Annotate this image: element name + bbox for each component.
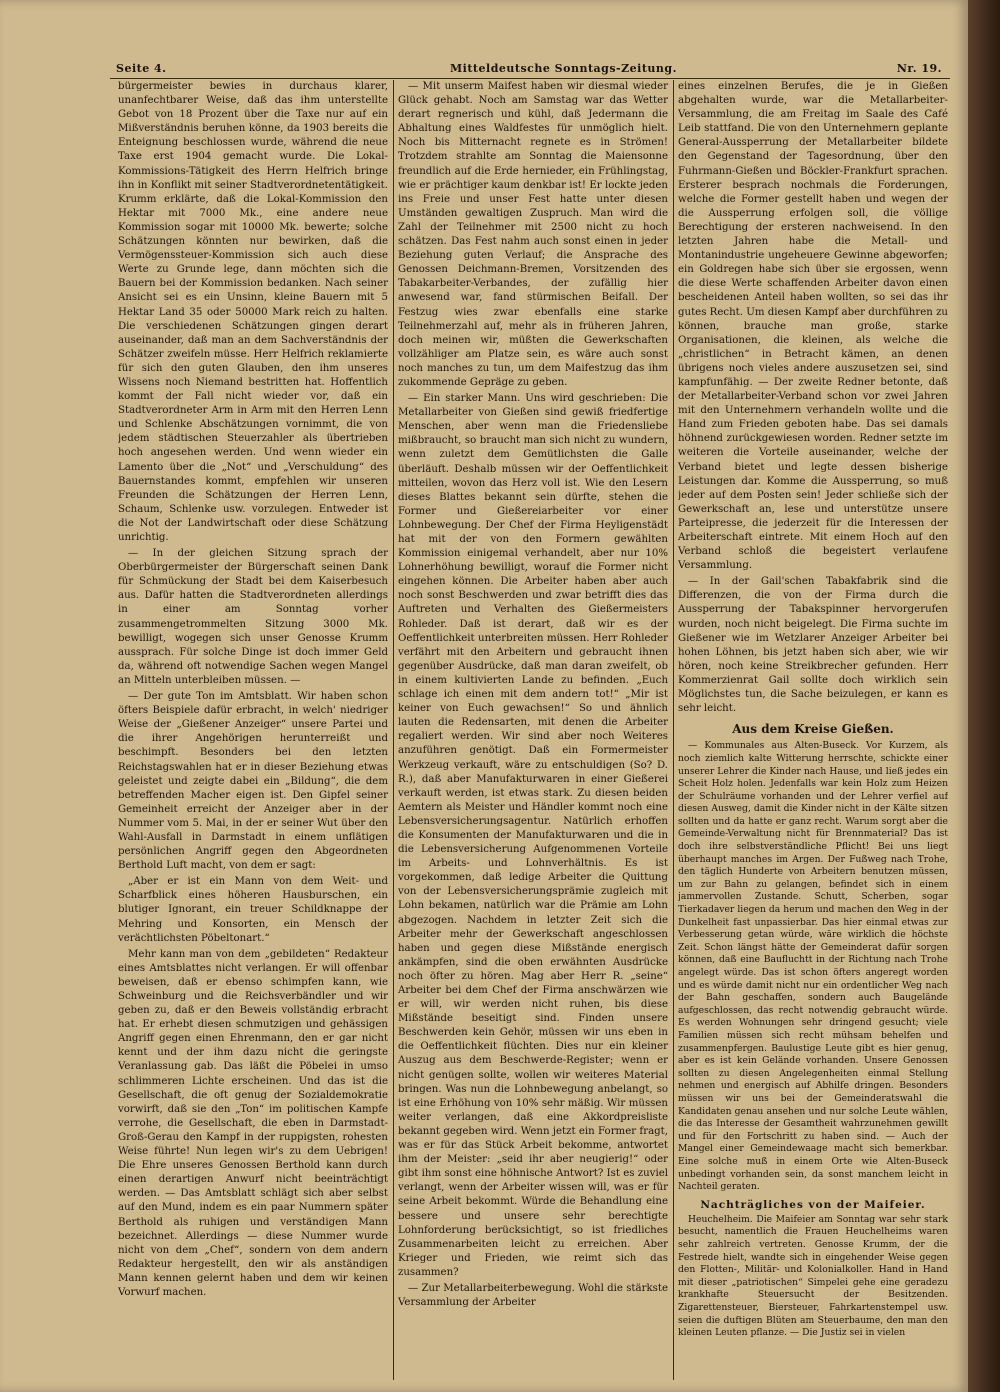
issue-number: Nr. 19. bbox=[896, 62, 942, 75]
article-paragraph: — In der Gail'schen Tabakfabrik sind die Differenzen, die von der Firma durch die Aussperrung der Tabakspinner hervorgerufen wurden, noch nicht beigelegt. Die Firma suchte im Gießener wie im Wetzlarer Anzeiger Arbeiter bei hohen Löhnen, bis jetzt haben sich aber, wie wir hören, noch keine Streikbrecher gefunden. Herr Kommerzienrat Gail sollte doch wirklich sein Möglichstes tun, die Sache beizulegen, er kann es sehr leicht. bbox=[678, 576, 948, 715]
article-paragraph: eines einzelnen Berufes, die je in Gießen abgehalten wurde, war die Metallarbeiter-Versammlung, die am Freitag im Saale des Café Leib stattfand. Die von den Unternehmern geplante General-Aussperrung der Metallarbeiter bildete den Gegenstand der Tagesordnung, über den Fuhrmann-Gießen und Böckler-Frankfurt sprachen. Ersterer besprach nochmals die Forderungen, welche die Former gestellt haben und wegen der die Aussperrung erfolgen soll, die völlige Berechtigung der ersteren nachweisend. In den letzten Jahren habe die Metall- und Montanindustrie ungeheuere Gewinne abgeworfen; ein Goldregen habe sich über sie ergossen, wenn die diese Werte schaffenden Arbeiter davon einen bescheidenen Anteil haben wollten, so sei das ihr gutes Recht. Um diesen Kampf aber durchführen zu können, brauche man große, starke Organisationen, die kleinen, als welche die „christlichen“ in Betracht kämen, an denen übrigens noch vieles andere auszusetzen sei, sind kampfunfähig. — Der zweite Redner betonte, daß der Metallarbeiter-Verband schon vor zwei Jahren mit den Unternehmern verhandeln wollte und die Hand zum Frieden geboten habe. Das sei damals höhnend zurückgewiesen worden. Redner setzte im weiteren die Vorteile auseinander, welche der Verband bietet und legte dessen bisherige Leistungen dar. Komme die Aussperrung, so muß jeder auf dem Posten sein! Jeder schließe sich der Gewerkschaft an, lese und unterstütze unsere Parteipresse, die jederzeit für die Interessen der Arbeiterschaft eintrete. Mit einem Hoch auf den Verband schloß die begeistert verlaufene Versammlung. bbox=[678, 81, 948, 572]
quoted-paragraph: „Aber er ist ein Mann von dem Weit- und Scharfblick eines höheren Hausburschen, ein blutiger Ignorant, ein treuer Schildknappe der Mehring und Konsorten, ein Mensch der verächtlichsten Pöbeltonart.“ bbox=[118, 876, 388, 944]
section-heading: Aus dem Kreise Gießen. bbox=[732, 722, 894, 737]
article-paragraph: — Mit unserm Maifest haben wir diesmal wieder Glück gehabt. Noch am Samstag war das Wetter derart regnerisch und kühl, daß Jedermann die Abhaltung eines Waldfestes für unmöglich hielt. Noch bis Mitternacht regnete es in Strömen! Trotzdem strahlte am Sonntag die Maiensonne freundlich auf die Erde hernieder, ein Frühlingstag, wie er prächtiger kaum denkbar ist! Er lockte jeden ins Freie und unser Fest hatte unter diesen Umständen gewaltigen Zuspruch. Man wird die Zahl der Teilnehmer mit 2500 nicht zu hoch schätzen. Das Fest nahm auch sonst einen in jeder Beziehung guten Verlauf; die Ansprache des Genossen Deichmann-Bremen, Vorsitzenden des Tabakarbeiter-Verbandes, der zufällig hier anwesend war, fand stürmischen Beifall. Der Festzug wies zwar ebenfalls eine starke Teilnehmerzahl auf, mehr als in früheren Jahren, doch meinen wir, müßten die Gewerkschaften vollzähliger am Platze sein, es wäre auch sonst noch manches zu tun, um dem Maifestzug das ihm zukommende Gepräge zu geben. bbox=[398, 81, 668, 388]
article-paragraph: — Kommunales aus Alten-Buseck. Vor Kurzem, als noch ziemlich kalte Witterung herrschte, schickte einer unserer Lehrer die Kinder nach Hause, und ließ jedes ein Scheit Holz holen. Jedenfalls war kein Holz zum Heizen der Schulräume vorhanden und der Lehrer verfiel auf diesen Ausweg, damit die Kinder nicht in der Kälte sitzen sollten und da hatte er ganz recht. Warum sorgt aber die Gemeinde-Verwaltung nicht für Brennmaterial? Das ist doch ihre selbstverständliche Pflicht! Bei uns liegt überhaupt manches im Argen. Der Fußweg nach Trohe, den täglich Hunderte von Arbeitern benutzen müssen, um zur Bahn zu gelangen, befindet sich in einem jammervollen Zustande. Schutt, Scherben, sogar Tierkadaver liegen da herum und machen den Weg in der Dunkelheit fast unpassierbar. Das hier einmal etwas zur Verbesserung getan würde, wäre wirklich die höchste Zeit. Schon längst hätte der Gemeinderat dafür sorgen können, daß eine Baufluchtt in der Richtung nach Trohe angelegt würde. Das ist schon öfters angeregt worden und es würde damit nicht nur ein ordentlicher Weg nach der Bahn geschaffen, sondern auch Baugelände aufgeschlossen, das recht notwendig gebraucht würde. Es werden Wohnungen sehr dringend gesucht; viele Familien müssen sich recht mühsam behelfen und zusammenpfergen. Baulustige Leute gibt es hier genug, aber es ist kein Gelände vorhanden. Unsere Genossen sollten zu diesen Angelegenheiten einmal Stellung nehmen und energisch auf Abhilfe dringen. Besonders müssen wir uns bei der Gemeinderatswahl die Kandidaten genau ansehen und nur solche Leute wählen, die das Interesse der Gesamtheit wahrzunehmen gewillt und für den Fortschritt zu haben sind. — Auch der Mangel einer Gemeindewaage macht sich bemerkbar. Eine solche muß in einem Orte wie Alten-Buseck unbedingt vorhanden sein, da sonst manchem leicht in Nachteil geraten. bbox=[678, 740, 948, 1193]
page-number: Seite 4. bbox=[116, 62, 167, 75]
article-paragraph: — In der gleichen Sitzung sprach der Oberbürgermeister der Bürgerschaft seinen Dank für Schmückung der Stadt bei dem Kaiserbesuch aus. Dafür hatten die Stadtverordneten allerdings in einer am Sonntag vorher zusammengetrommelten Sitzung 3000 Mk. bewilligt, wogegen sich unser Genosse Krumm aussprach. Für solche Dinge ist doch immer Geld da, während oft notwendige Sachen wegen Mangel an Mitteln unterbleiben müssen. — bbox=[118, 548, 388, 686]
article-paragraph: — Ein starker Mann. Uns wird geschrieben: Die Metallarbeiter von Gießen sind gewiß friedfertige Menschen, aber wenn man die Friedensliebe mißbraucht, so braucht man sich nicht zu wundern, wenn zuletzt dem Gemütlichsten die Galle überläuft. Deshalb müssen wir der Oeffentlichkeit mitteilen, wovon das Herz voll ist. Wie den Lesern dieses Blattes bekannt sein dürfte, stehen die Former und Gießereiarbeiter vor einer Lohnbewegung. Der Chef der Firma Heyligenstädt hat mit der von den Formern gewählten Kommission einigemal verhandelt, aber nur 10% Lohnerhöhung bewilligt, worauf die Former nicht eingehen können. Die Arbeiter haben aber auch noch sonst Beschwerden und zwar betrifft dies das Auftreten und Verhalten des Gießermeisters Rohleder. Daß ist derart, daß wir es der Oeffentlichkeit unterbreiten müssen. Herr Rohleder verfährt mit den Arbeitern und gebraucht ihnen gegenüber Ausdrücke, daß man daran zweifelt, ob in einem kultivierten Lande zu befinden. „Euch schlage ich einen mit dem andern tot!“ „Mir ist keiner von Euch gewachsen!“ So und ähnlich lauten die Redensarten, mit denen die Arbeiter regaliert werden. Wir sind aber noch Weiteres anzuführen genötigt. Daß ein Formermeister Werkzeug verkauft, wäre zu entschuldigen (So? D. R.), daß aber Manufakturwaren in einer Gießerei verkauft werden, ist etwas stark. Zu diesen beiden Aemtern als Meister und Händler kommt noch eine Lebensversicherungsagentur. Natürlich erhoffen die Konsumenten der Manufakturwaren und die in die Lebensversicherung Aufgenommenen Vorteile im Arbeits- und Lohnverhältnis. Es ist vorgekommen, daß ledige Arbeiter die Quittung von der Lebensversicherungsprämie zugleich mit Lohn bekamen, natürlich war die Prämie am Lohn abgezogen. Nachdem in letzter Zeit sich die Arbeiter mehr der Gewerkschaft angeschlossen haben und gegen diese Mißstände energisch ankämpfen, sind die oben erwähnten Ausdrücke noch öfter zu hören. Mag aber Herr R. „seine“ Arbeiter bei dem Chef der Firma anschwärzen wie er will, wir werden nicht ruhen, bis diese Mißstände beseitigt sind. Finden unsere Beschwerden kein Gehör, müssen wir uns eben in die Oeffentlichkeit flüchten. Dies nur ein kleiner Auszug aus dem Beschwerde-Register; wenn er nicht genügen sollte, wollen wir weiteres Material bringen. Was nun die Lohnbewegung anbelangt, so ist eine Erhöhung von 10% sehr mäßig. Wir müssen weiter verlangen, daß eine Akkordpreisliste bekannt gegeben wird. Wenn jetzt ein Former fragt, was er für das Stück Arbeit bekomme, antwortet ihm der Meister: „seid ihr aber neugierig!“ oder gibt ihm sonst eine höhnische Antwort? Ist es zuviel verlangt, wenn der Arbeiter wissen will, was er für seine Arbeit bekommt. Würde die Behandlung eine bessere und unsere sehr berechtigte Lohnforderung berücksichtigt, so ist friedliches Zusammenarbeiten leicht zu erreichen. Aber Krieger und Frieden, wie reimt sich das zusammen? bbox=[398, 393, 668, 1278]
column-3 bbox=[678, 80, 948, 1380]
article-paragraph: bürgermeister bewies in durchaus klarer, unanfechtbarer Weise, daß das ihm unterstellte Gebot von 18 Prozent über die Taxe nur auf ein Mißverständnis beruhen könne, da 1903 bereits die Enteignung beschlossen wurde, während die neue Taxe erst 1904 gemacht wurde. Die Lokal-Kommissions-Tätigkeit des Herrn Helfrich bringe ihn in Konflikt mit seiner Stadtverordnetentätigkeit. Krumm erklärte, daß die Lokal-Kommission den Hektar mit 7000 Mk., eine andere neue Kommission sogar mit 10000 Mk. bewerte; solche Schätzungen könnten nur bewirken, daß die Vermögenssteuer-Kommission sich auch diese Werte zu Grunde lege, dann möchten sich die Bauern bei der Kommission bedanken. Nach seiner Ansicht sei es ein Unsinn, kleine Bauern mit 5 Hektar Land 35 oder 50000 Mark reich zu halten. Die verschiedenen Schätzungen gingen derart auseinander, daß man an dem Sachverständnis der Schätzer zweifeln müsse. Herr Helfrich reklamierte für sich den guten Glauben, den ihm unseres Wissens noch Niemand bestritten hat. Hoffentlich kommt der Fall nicht wieder vor, daß ein Stadtverordneter Arm in Arm mit den Herren Lenn und Schlenke Abschätzungen vornimmt, die von jedem städtischen Steuerzahler als übertrieben hoch angesehen werden. Und wenn wieder ein Lamento über die „Not“ und „Verschuldung“ des Bauernstandes kommt, empfehlen wir unseren Freunden die Schätzungen der Herren Lenn, Schaum, Schlenke usw. vorzulegen. Entweder ist die Not der Landwirtschaft oder diese Schätzung unrichtig. bbox=[118, 81, 388, 543]
book-gutter bbox=[968, 0, 1000, 1392]
column-divider-1 bbox=[393, 80, 394, 1380]
page-header bbox=[110, 62, 950, 79]
article-paragraph: — Der gute Ton im Amtsblatt. Wir haben schon öfters Beispiele dafür erbracht, in welch' niedriger Weise der „Gießener Anzeiger“ unsere Partei und die ihrer Angehörigen herunterreißt und beschimpft. Besonders bei den letzten Reichstagswahlen hat er in dieser Beziehung etwas geleistet und zeigte dabei ein „Bildung“, die dem betreffenden Macher eigen ist. Den Gipfel seiner Gemeinheit erreicht der Anzeiger aber in der Nummer vom 5. Mai, in der er seiner Wut über den Wahl-Ausfall in Darmstadt in einem unflätigen persönlichen Angriff gegen den Abgeordneten Berthold Luft macht, von dem er sagt: bbox=[118, 691, 388, 872]
column-2 bbox=[398, 80, 668, 1380]
article-paragraph: — Zur Metallarbeiterbewegung. Wohl die stärkste Versammlung der Arbeiter bbox=[398, 1282, 668, 1309]
subsection-heading: Nachträgliches von der Maifeier. bbox=[700, 1198, 926, 1211]
article-paragraph: Mehr kann man von dem „gebildeten“ Redakteur eines Amtsblattes nicht verlangen. Er will offenbar beweisen, daß er ebenso schimpfen kann, wie Schweinburg und die Reichsverbändler und wir geben zu, daß er den Beweis vollständig erbracht hat. Er erhebt diesen schmutzigen und gehässigen Angriff gegen einen Ehrenmann, den er gar nicht kennt und der ihm dazu nicht die geringste Veranlassung gab. Das läßt die Pöbelei in umso schlimmeren Lichte erscheinen. Und das ist die Gesellschaft, die oft genug der Sozialdemokratie vorwirft, daß sie den „Ton“ im politischen Kampfe verrohe, die Gesellschaft, die eben in Darmstadt-Groß-Gerau den Kampf in der ruppigsten, rohesten Weise führte! Nun legen wir's zu dem Uebrigen! Die Ehre unseres Genossen Berthold kann durch einen derartigen Anwurf nicht beeinträchtigt werden. — Das Amtsblatt schlägt sich aber selbst auf den Mund, indem es ein paar Nummern später Berthold als ruhigen und verständigen Mann bezeichnet. Allerdings — diese Nummer wurde nicht von dem „Chef“, sondern von dem andern Redakteur hergestellt, den wir als anständigen Mann kennen gelernt haben und dem wir keinen Vorwurf machen. bbox=[118, 948, 388, 1298]
column-divider-2 bbox=[673, 80, 674, 1380]
newspaper-title: Mitteldeutsche Sonntags-Zeitung. bbox=[450, 62, 677, 75]
article-paragraph: Heuchelheim. Die Maifeier am Sonntag war sehr stark besucht, namentlich die Frauen Heuchelheims waren sehr zahlreich vertreten. Genosse Krumm, der die Festrede hielt, wandte sich in eingehender Weise gegen den Flotten-, Militär- und Kolonialkoller. Hand in Hand mit dieser „patriotischen“ Simpelei gehe eine geradezu krankhafte Steuersucht der Besitzenden. Zigarettensteuer, Biersteuer, Fahrkartenstempel usw. seien die duftigen Blüten am Steuerbaume, den man den kleinen Leuten pflanze. — Die Justiz sei in vielen bbox=[678, 1213, 948, 1339]
column-1 bbox=[118, 80, 388, 1380]
